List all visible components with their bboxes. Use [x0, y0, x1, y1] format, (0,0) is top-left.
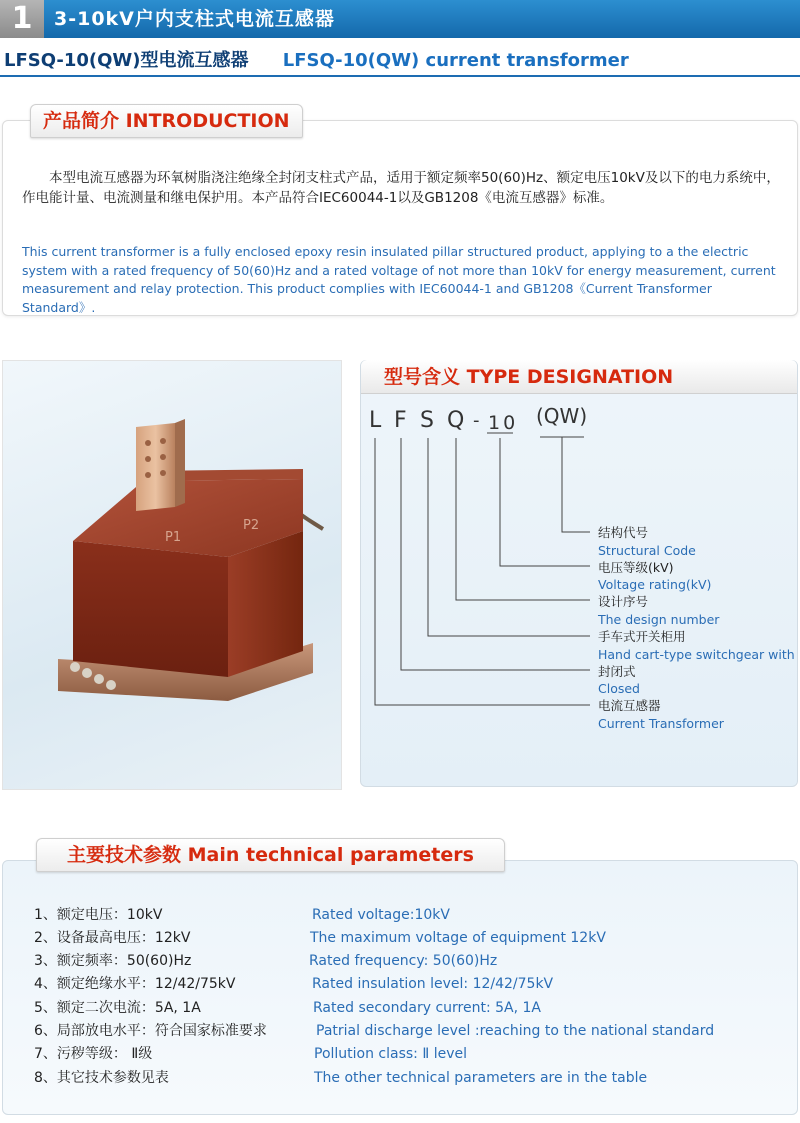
param-cn-3: 3、额定频率：50(60)Hz: [34, 953, 192, 969]
param-en-4: Rated insulation level: 12/42/75kV: [312, 976, 554, 992]
code-letter-f: F: [394, 408, 407, 433]
code-voltage: 10: [488, 412, 519, 434]
param-en-1: Rated voltage:10kV: [312, 907, 450, 923]
type-designation-heading: 型号含义 TYPE DESIGNATION: [384, 366, 674, 388]
subtitle-en: LFSQ-10(QW) current transformer: [282, 50, 629, 71]
label-structural-code-en: Structural Code: [598, 543, 696, 558]
param-cn-4: 4、额定绝缘水平：12/42/75kV: [34, 976, 236, 992]
code-structure: (QW): [536, 404, 588, 428]
label-voltage-rating-cn: 电压等级(kV): [598, 560, 674, 575]
label-current-transformer-en: Current Transformer: [598, 716, 724, 731]
label-hand-cart-cn: 手车式开关柜用: [598, 629, 686, 644]
param-cn-1: 1、额定电压：10kV: [34, 907, 163, 923]
param-en-5: Rated secondary current: 5A, 1A: [313, 1000, 541, 1016]
code-letter-s: S: [420, 408, 434, 433]
code-letter-l: L: [369, 408, 382, 433]
param-cn-7: 7、污秽等级： Ⅱ级: [34, 1046, 153, 1062]
label-structural-code-cn: 结构代号: [598, 525, 649, 540]
label-current-transformer-cn: 电流互感器: [598, 698, 661, 713]
subtitle-cn: LFSQ-10(QW)型电流互感器: [4, 50, 249, 71]
introduction-text-cn: 本型电流互感器为环氧树脂浇注绝缘全封闭支柱式产品，适用于额定频率50(60)Hz、额定电压10kV及以下的电力系统中，作电能计量、电流测量和继电保护用。本产品符合IEC60044-1以及GB1208《电流互感器》标准。: [22, 170, 780, 206]
terminal-label-p1: P1: [165, 530, 182, 545]
label-design-number-en: The design number: [598, 612, 720, 627]
parameters-heading: 主要技术参数 Main technical parameters: [36, 838, 505, 872]
introduction-text-en: This current transformer is a fully enclosed epoxy resin insulated pillar structured product, applying to a the electric system with a rated frequency of 50(60)Hz and a rated voltage of not more than 10kV for energy measurement, current measurement and relay protection. This product complies with IEC60044-1 and GB1208《Current Transformer Standard》.: [22, 244, 776, 315]
param-cn-8: 8、其它技术参数见表: [34, 1070, 169, 1086]
label-closed-cn: 封闭式: [598, 664, 636, 679]
label-voltage-rating-en: Voltage rating(kV): [598, 577, 712, 592]
param-cn-6: 6、局部放电水平：符合国家标准要求: [34, 1023, 267, 1039]
terminal-label-p2: P2: [243, 518, 260, 533]
param-en-7: Pollution class: Ⅱ level: [314, 1046, 467, 1062]
param-en-6: Patrial discharge level :reaching to the national standard: [316, 1023, 715, 1039]
param-en-2: The maximum voltage of equipment 12kV: [310, 930, 606, 946]
section-number: 1: [0, 0, 44, 38]
code-dash: -: [473, 410, 480, 431]
param-cn-5: 5、额定二次电流：5A, 1A: [34, 1000, 201, 1016]
code-letter-q: Q: [447, 408, 465, 433]
label-design-number-cn: 设计序号: [598, 594, 649, 609]
param-cn-2: 2、设备最高电压：12kV: [34, 930, 191, 946]
param-en-8: The other technical parameters are in the table: [314, 1070, 648, 1086]
introduction-heading: 产品简介 INTRODUCTION: [30, 104, 303, 138]
page-title: 3-10kV户内支柱式电流互感器: [54, 8, 335, 30]
label-hand-cart-en: Hand cart-type switchgear with: [598, 647, 795, 662]
label-closed-en: Closed: [598, 681, 640, 696]
param-en-3: Rated frequency: 50(60)Hz: [309, 953, 498, 969]
